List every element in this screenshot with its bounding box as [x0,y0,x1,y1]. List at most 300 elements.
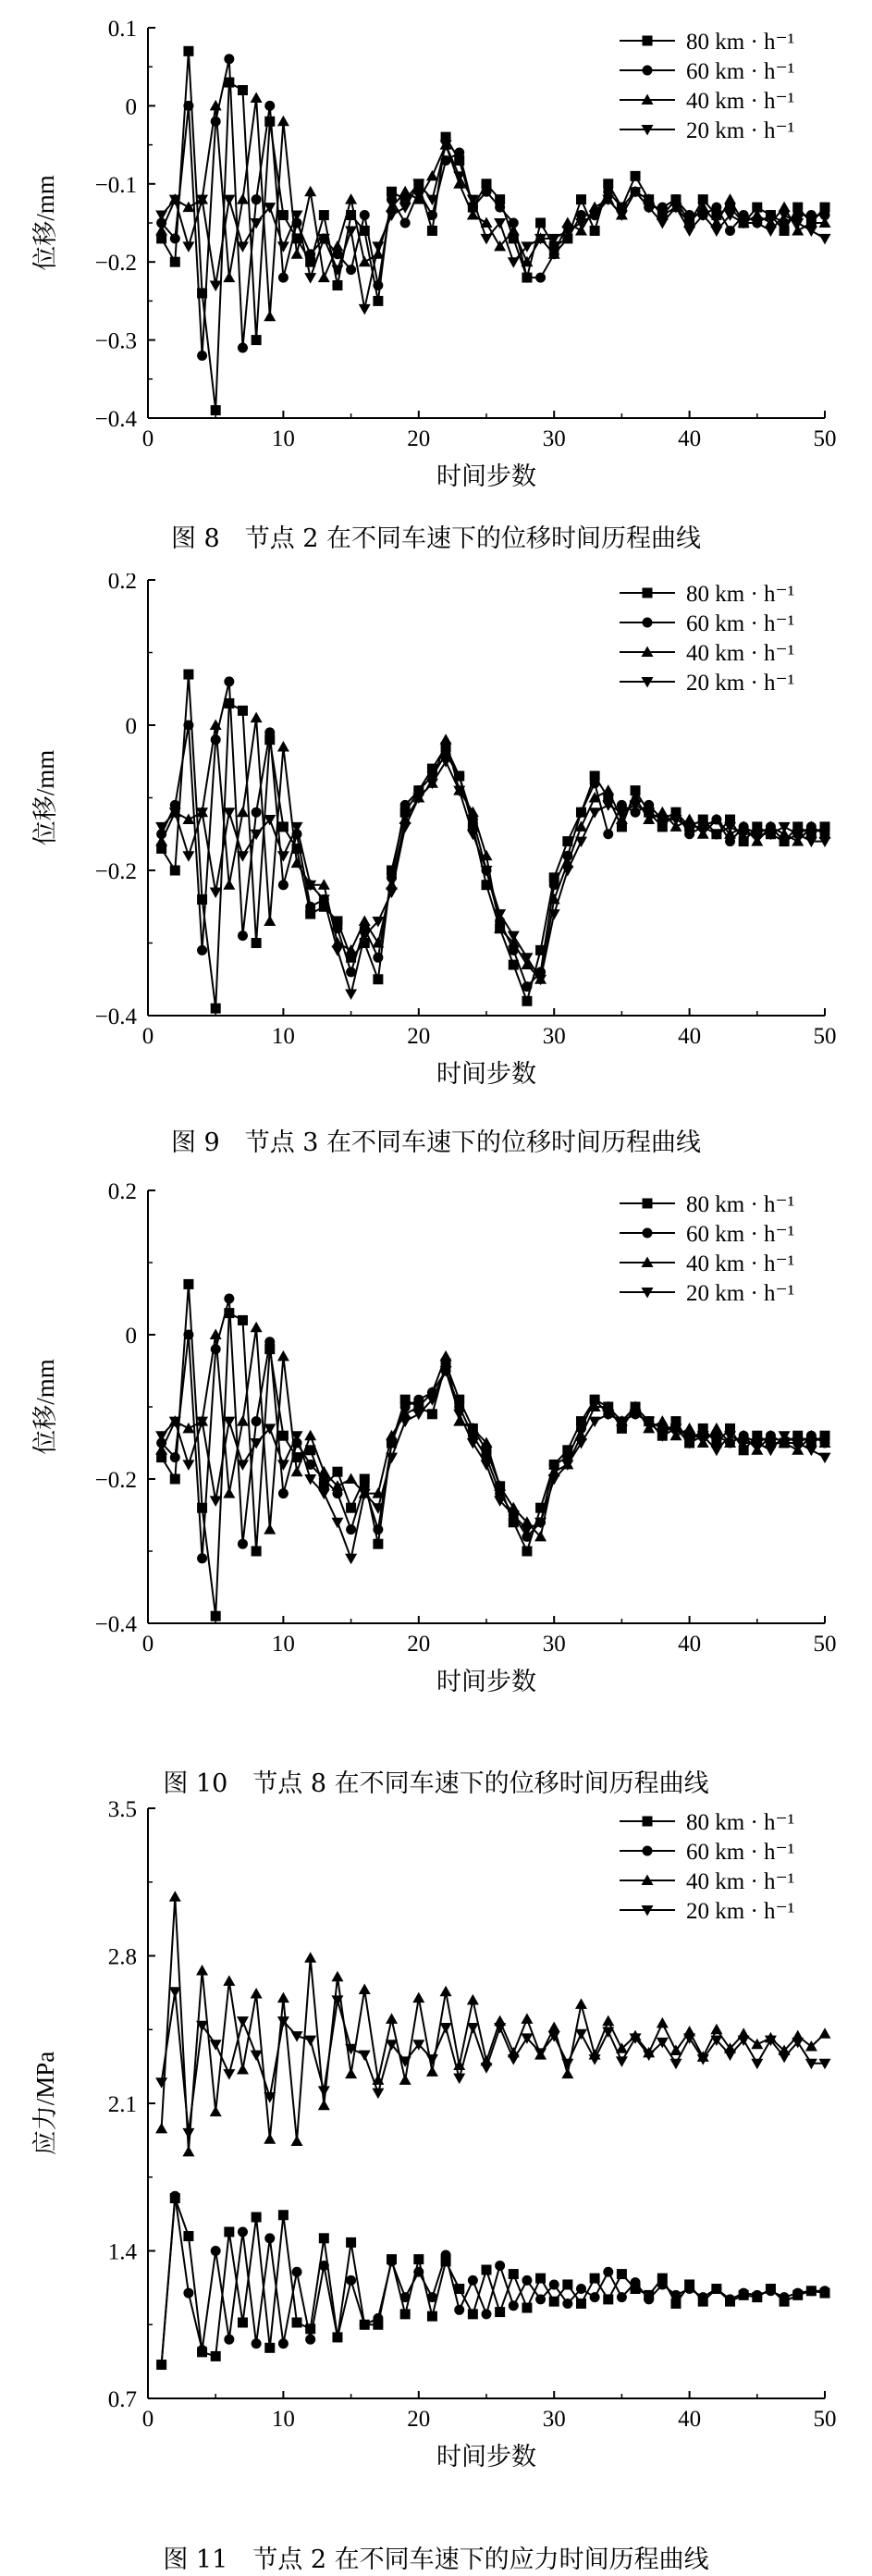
legend [620,582,794,696]
data-point [183,101,193,111]
data-point [211,405,221,415]
data-point [346,2275,356,2286]
data-point [780,2292,790,2302]
legend-label: 20 km · h⁻¹ [686,118,795,143]
legend-marker [643,66,653,76]
data-point [224,1294,234,1304]
data-point [264,2133,276,2144]
data-point [710,1423,722,1434]
data-point [589,807,601,819]
data-point [291,248,303,259]
data-point [237,1415,249,1426]
data-point [508,2054,520,2065]
figure-caption: 图 11 节点 2 在不同车速下的应力时间历程曲线 [163,2545,709,2574]
data-point [156,2360,166,2370]
data-point [304,2036,316,2047]
data-point [264,915,276,926]
x-tick-label: 10 [271,1024,295,1049]
data-point [331,945,343,956]
data-point [360,2320,370,2330]
data-point [182,814,194,825]
legend-marker [643,36,653,46]
data-point [359,2051,371,2062]
data-point [589,1417,601,1428]
data-point [522,981,532,992]
data-point [602,2015,614,2027]
data-point [237,2016,249,2028]
data-point [522,2275,532,2286]
data-point [360,210,370,220]
data-point [359,1983,371,1994]
data-point [305,2335,315,2345]
data-point [277,116,289,127]
data-point [387,2256,397,2266]
legend-label: 80 km · h⁻¹ [686,30,795,55]
x-tick-label: 30 [542,426,566,451]
data-point [549,2297,559,2307]
data-point [252,807,262,818]
legend-marker [643,588,653,598]
data-point [792,2288,803,2299]
data-point [399,2074,411,2085]
data-point [224,2335,234,2345]
data-point [346,2237,356,2248]
data-point [575,2029,587,2040]
data-point [576,2284,586,2294]
data-point [183,1279,193,1289]
data-point [223,879,235,890]
data-point [561,217,573,228]
y-axis-label: 位移/mm [31,1359,59,1455]
data-point [766,2286,776,2296]
data-point [482,2309,492,2319]
data-point [603,2294,613,2304]
legend-label: 20 km · h⁻¹ [686,1899,795,1924]
data-point [210,2106,222,2117]
data-point [725,2294,735,2304]
y-tick-label: 3.5 [107,1797,137,1822]
data-point [318,272,330,283]
data-point [710,2024,722,2035]
data-point [304,1430,316,1441]
data-point [805,226,817,237]
data-point [413,2267,424,2277]
data-point [332,280,342,290]
data-point [440,1986,452,1997]
data-point [710,1446,722,1457]
data-point [562,2299,572,2309]
data-point [535,218,546,228]
data-point [223,272,235,283]
data-point [211,2351,221,2361]
data-point [238,2226,248,2237]
data-point [467,1994,479,2005]
data-point [304,1952,316,1963]
figure-caption: 图 8 节点 2 在不同车速下的位移时间历程曲线 [170,524,702,553]
y-tick-label: −0.4 [94,407,137,432]
data-point [251,830,263,841]
x-tick-label: 0 [141,1632,154,1657]
data-point [399,186,411,197]
data-point [400,218,411,228]
data-point [372,241,384,253]
data-point [373,953,383,963]
data-point [576,807,586,818]
data-point [779,202,791,213]
x-tick-label: 0 [141,426,154,451]
data-point [252,1547,262,1557]
x-tick-label: 20 [407,426,431,451]
data-point [373,296,383,306]
data-point [224,54,234,64]
data-point [183,721,193,731]
data-point [657,2279,668,2289]
legend-label: 40 km · h⁻¹ [686,641,795,666]
data-point [440,2023,452,2034]
data-point [277,1992,289,2003]
data-point [386,2013,398,2024]
y-tick-label: 0.2 [107,573,137,594]
data-point [278,2210,289,2220]
y-tick-label: 0 [125,714,137,739]
y-tick-label: −0.2 [94,859,137,884]
data-point [238,85,248,95]
data-point [155,2123,167,2134]
data-point [657,218,669,229]
data-point [251,1438,263,1449]
data-point [535,273,546,283]
data-point [373,974,383,984]
data-point [373,1524,383,1535]
data-point [453,2074,465,2085]
data-point [238,343,248,353]
data-point [820,2286,830,2296]
data-point [590,2292,600,2302]
data-point [252,1416,262,1426]
data-point [170,1452,180,1462]
data-point [522,1547,532,1557]
data-point [264,311,276,322]
legend-label: 20 km · h⁻¹ [686,1281,795,1306]
y-axis-label: 位移/mm [31,175,59,271]
data-point [495,2307,505,2317]
data-point [237,193,249,204]
series-line [162,2199,825,2365]
x-tick-label: 30 [542,1632,566,1657]
data-point [413,2254,424,2264]
x-tick-label: 10 [271,426,295,451]
y-tick-label: 1.4 [107,2239,137,2265]
data-point [467,2023,479,2034]
data-point [264,2233,275,2243]
chart-1 [0,0,872,555]
data-point [278,821,289,832]
y-tick-label: −0.1 [94,172,137,198]
data-point [183,2288,193,2299]
data-point [277,1350,289,1362]
x-tick-label: 30 [542,1024,566,1049]
data-point [183,670,193,680]
data-point [305,902,315,912]
data-point [616,2056,628,2067]
chart-3 [0,1175,872,1800]
data-point [210,2040,222,2051]
x-tick-label: 40 [678,1632,702,1657]
data-point [590,226,600,236]
legend-marker [643,1199,653,1209]
y-tick-label: 0.1 [107,17,137,42]
data-point [170,866,180,876]
data-point [196,1965,208,1976]
data-point [345,2068,357,2079]
data-point [264,101,275,111]
x-tick-label: 40 [678,2407,702,2432]
data-point [252,335,262,345]
data-point [331,1518,343,1529]
legend-label: 60 km · h⁻¹ [686,1222,795,1247]
data-point [412,1410,424,1421]
data-point [251,92,263,103]
data-point [346,1503,356,1513]
data-point [495,2261,505,2271]
data-point [182,1460,194,1471]
data-point [183,1330,193,1340]
data-point [522,273,532,283]
data-point [264,1337,275,1347]
data-point [724,193,736,204]
data-point [278,210,289,220]
data-point [223,1487,235,1498]
legend-label: 80 km · h⁻¹ [686,1810,795,1835]
legend-label: 80 km · h⁻¹ [686,1192,795,1217]
data-point [197,2345,207,2355]
data-point [278,1431,289,1441]
data-point [481,2063,493,2074]
data-point [319,2261,329,2271]
data-point [319,210,329,220]
data-point [710,226,722,237]
data-point [495,203,505,213]
data-point [631,2277,641,2287]
data-point [251,2051,263,2062]
y-tick-label: −0.4 [94,1612,137,1637]
data-point [644,2294,654,2304]
data-point [345,1473,357,1485]
data-point [170,2191,180,2201]
data-point [318,2086,330,2097]
data-point [252,2212,262,2223]
data-point [372,2089,384,2100]
data-point [345,1554,357,1565]
series-line [162,1897,825,2152]
legend-marker [643,1228,653,1239]
data-point [684,2284,694,2294]
data-point [535,2274,546,2284]
data-point [576,194,586,204]
data-point [373,1539,383,1549]
x-tick-label: 50 [813,1024,837,1049]
data-point [548,2021,560,2032]
data-point [238,2317,248,2327]
data-point [603,2267,613,2277]
legend [620,30,794,143]
data-point [400,2309,411,2319]
data-point [427,210,437,220]
data-point [264,2343,275,2353]
data-point [359,915,371,926]
data-point [182,241,194,253]
y-axis-label: 位移/mm [31,749,59,846]
chart-4 [0,1794,872,2576]
data-point [155,225,167,236]
legend-marker [643,618,653,628]
y-tick-label: −0.2 [94,1468,137,1493]
data-point [318,2100,330,2111]
legend-label: 40 km · h⁻¹ [686,1251,795,1276]
series-line [162,1991,825,2133]
data-point [631,171,641,181]
data-point [521,2013,533,2024]
data-point [304,273,316,284]
data-point [278,273,289,283]
data-point [183,2231,193,2241]
x-tick-label: 10 [271,2407,295,2432]
data-point [805,1446,817,1457]
data-point [819,234,831,245]
data-point [779,2052,791,2064]
series-triangle-up [155,1891,830,2156]
x-tick-label: 10 [271,1632,295,1657]
data-point [765,1446,777,1457]
data-point [251,218,263,229]
data-point [224,2226,234,2237]
data-point [468,2309,478,2319]
data-point [197,351,207,361]
data-point [237,807,249,818]
data-point [724,2051,736,2062]
data-point [522,996,532,1006]
data-point [331,240,343,252]
y-axis-label: 应力/MPa [31,2051,59,2156]
data-point [440,1350,452,1362]
data-point [170,233,180,243]
data-point [237,2064,249,2075]
legend-label: 60 km · h⁻¹ [686,611,795,636]
y-tick-label: −0.2 [94,251,137,277]
data-point [400,2292,411,2302]
data-point [291,1466,303,1477]
x-axis-label: 时间步数 [436,1060,536,1088]
data-point [251,712,263,723]
data-point [711,203,721,213]
figure-caption: 图 9 节点 3 在不同车速下的位移时间历程曲线 [170,1128,702,1157]
data-point [277,741,289,752]
data-point [346,265,356,275]
data-point [264,1523,276,1535]
data-point [169,1891,181,1902]
y-tick-label: −0.4 [94,1005,137,1029]
data-point [575,837,587,848]
x-tick-label: 30 [542,2407,566,2432]
data-point [318,1466,330,1477]
data-point [211,2246,221,2256]
data-point [197,945,207,955]
series-line [162,1284,825,1616]
data-point [522,2303,532,2313]
legend-marker [643,1817,653,1827]
data-point [400,800,411,810]
data-point [482,2265,492,2275]
x-tick-label: 40 [678,1024,702,1049]
data-point [251,1988,263,1999]
x-tick-label: 20 [407,1632,431,1657]
data-point [331,1971,343,1982]
data-point [183,46,193,56]
y-tick-label: 0 [125,1324,137,1349]
data-point [739,2288,749,2299]
legend-label: 20 km · h⁻¹ [686,671,795,696]
data-point [238,706,248,716]
data-point [332,1467,342,1477]
data-point [683,226,695,237]
legend-label: 80 km · h⁻¹ [686,582,795,607]
legend-marker [643,1846,653,1856]
x-axis-label: 时间步数 [436,2443,536,2471]
data-point [277,851,289,862]
x-tick-label: 0 [141,1024,154,1049]
data-point [292,2267,302,2277]
x-tick-label: 50 [813,2407,837,2432]
data-point [698,2292,708,2302]
y-tick-label: 2.8 [107,1944,137,1970]
data-point [278,880,289,890]
data-point [427,2311,437,2322]
chart-2 [0,573,872,1159]
data-point [562,2279,572,2289]
data-point [481,234,493,245]
data-point [657,1415,669,1426]
figure-caption: 图 10 节点 8 在不同车速下的位移时间历程曲线 [163,1769,709,1798]
x-axis-label: 时间步数 [436,1668,536,1695]
y-tick-label: 0 [125,94,137,120]
data-point [346,1524,356,1535]
legend [620,1192,794,1306]
data-point [291,2136,303,2147]
data-point [277,241,289,253]
x-axis-label: 时间步数 [436,462,536,490]
data-point [427,1409,437,1419]
data-point [252,2338,262,2348]
data-point [252,938,262,948]
data-point [590,778,600,788]
data-point [223,2069,235,2080]
x-tick-label: 50 [813,1632,837,1657]
series-triangle-down [155,1987,830,2138]
data-point [251,1322,263,1333]
data-point [427,226,437,236]
data-point [182,202,194,213]
data-point [426,2065,438,2077]
data-point [440,733,452,745]
data-point [617,2292,627,2302]
data-point [170,257,180,267]
data-point [182,2128,194,2139]
data-point [589,2054,601,2065]
data-point [549,2279,559,2289]
data-point [561,2068,573,2079]
data-point [278,1488,289,1498]
data-point [319,2233,329,2243]
